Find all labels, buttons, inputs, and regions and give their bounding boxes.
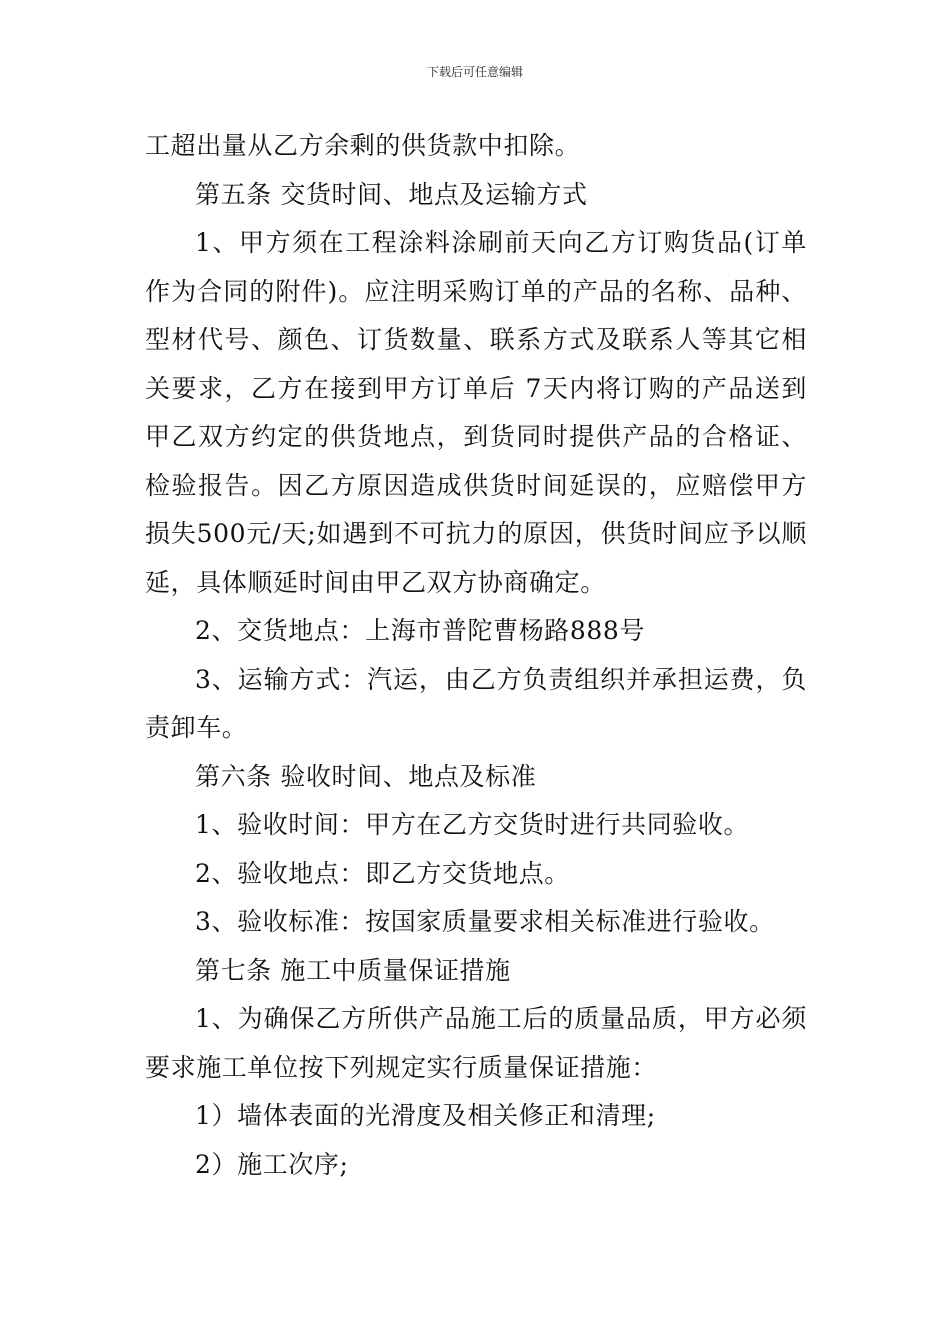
section-heading: 第五条 交货时间、地点及运输方式: [195, 179, 588, 209]
paragraph: 3、验收标准：按国家质量要求相关标准进行验收。: [195, 907, 775, 936]
paragraph: 工超出量从乙方余剩的供货款中扣除。: [145, 131, 581, 160]
list-item: 1）墙体表面的光滑度及相关修正和清理;: [195, 1101, 656, 1130]
page-header-note: 下载后可任意编辑: [426, 65, 523, 79]
paragraph: 1、验收时间：甲方在乙方交货时进行共同验收。: [195, 810, 750, 839]
paragraph: 3、运输方式：汽运，由乙方负责组织并承担运费，负责卸车。: [145, 664, 807, 742]
paragraph: 2、交货地点：上海市普陀曹杨路888号: [195, 616, 646, 645]
list-item: 2）施工次序;: [195, 1149, 349, 1179]
paragraph: 2、验收地点：即乙方交货地点。: [195, 858, 570, 888]
section-heading: 第六条 验收时间、地点及标准: [195, 761, 537, 791]
paragraph: 1、甲方须在工程涂料涂刷前天向乙方订购货品(订单作为合同的附件)。应注明采购订单的产品的名称、品种、型材代号、颜色、订货数量、联系方式及联系人等其它相关要求，乙方在接到甲方订单后 7天内将订购的产品送到甲乙双方约定的供货地点，到货同时提供产品的合格证、检验报告。因乙方原因造成供货时间延误的，应赔偿甲方损失500元/天;如遇到不可抗力的原因，供货时间应予以顺延，具体顺延时间由甲乙双方协商确定。: [145, 228, 807, 597]
section-heading: 第七条 施工中质量保证措施: [195, 955, 511, 985]
paragraph: 1、为确保乙方所供产品施工后的质量品质，甲方必须要求施工单位按下列规定实行质量保证措施：: [145, 1004, 807, 1082]
document-body: [145, 122, 807, 1189]
